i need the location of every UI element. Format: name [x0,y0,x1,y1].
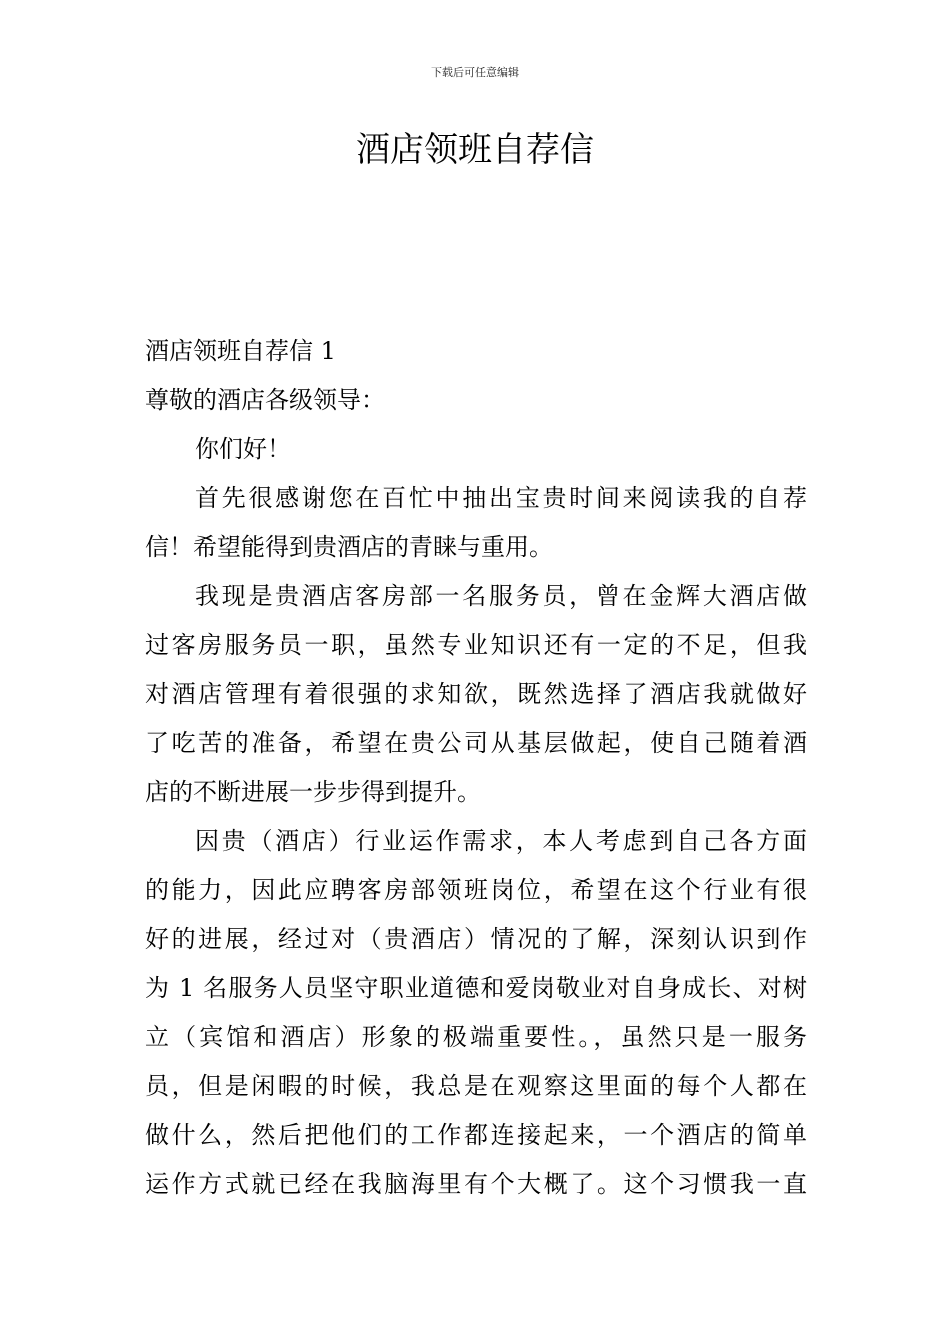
text-line: 因贵（酒店）行业运作需求，本人考虑到自己各方面 [195,827,807,855]
letter-body [145,327,807,1209]
header-note: 下载后可任意编辑 [431,66,519,79]
text-line: 你们好！ [195,435,291,463]
text-line: 店的不断进展一步步得到提升。 [145,778,481,806]
text-line: 了吃苦的准备，希望在贵公司从基层做起，使自己随着酒 [145,729,807,757]
text-line: 做什么，然后把他们的工作都连接起来，一个酒店的简单 [145,1121,807,1149]
document-title: 酒店领班自荐信 [356,130,594,170]
text-line: 运作方式就已经在我脑海里有个大概了。这个习惯我一直 [145,1170,807,1198]
text-line: 过客房服务员一职，虽然专业知识还有一定的不足，但我 [145,631,807,659]
text-line: 好的进展，经过对（贵酒店）情况的了解，深刻认识到作 [145,925,807,953]
text-line: 酒店领班自荐信 1 [145,337,336,365]
text-line: 我现是贵酒店客房部一名服务员，曾在金辉大酒店做 [195,582,807,610]
text-line: 对酒店管理有着很强的求知欲，既然选择了酒店我就做好 [145,680,807,708]
text-line: 为 1 名服务人员坚守职业道德和爱岗敬业对自身成长、对树 [145,974,807,1002]
text-line: 立（宾馆和酒店）形象的极端重要性。，虽然只是一服务 [145,1023,807,1051]
text-line: 的能力，因此应聘客房部领班岗位，希望在这个行业有很 [145,876,807,904]
text-line: 首先很感谢您在百忙中抽出宝贵时间来阅读我的自荐 [195,484,807,512]
text-line: 员，但是闲暇的时候，我总是在观察这里面的每个人都在 [145,1072,807,1100]
text-line: 信！希望能得到贵酒店的青睐与重用。 [145,533,553,561]
text-line: 尊敬的酒店各级领导： [145,386,385,414]
